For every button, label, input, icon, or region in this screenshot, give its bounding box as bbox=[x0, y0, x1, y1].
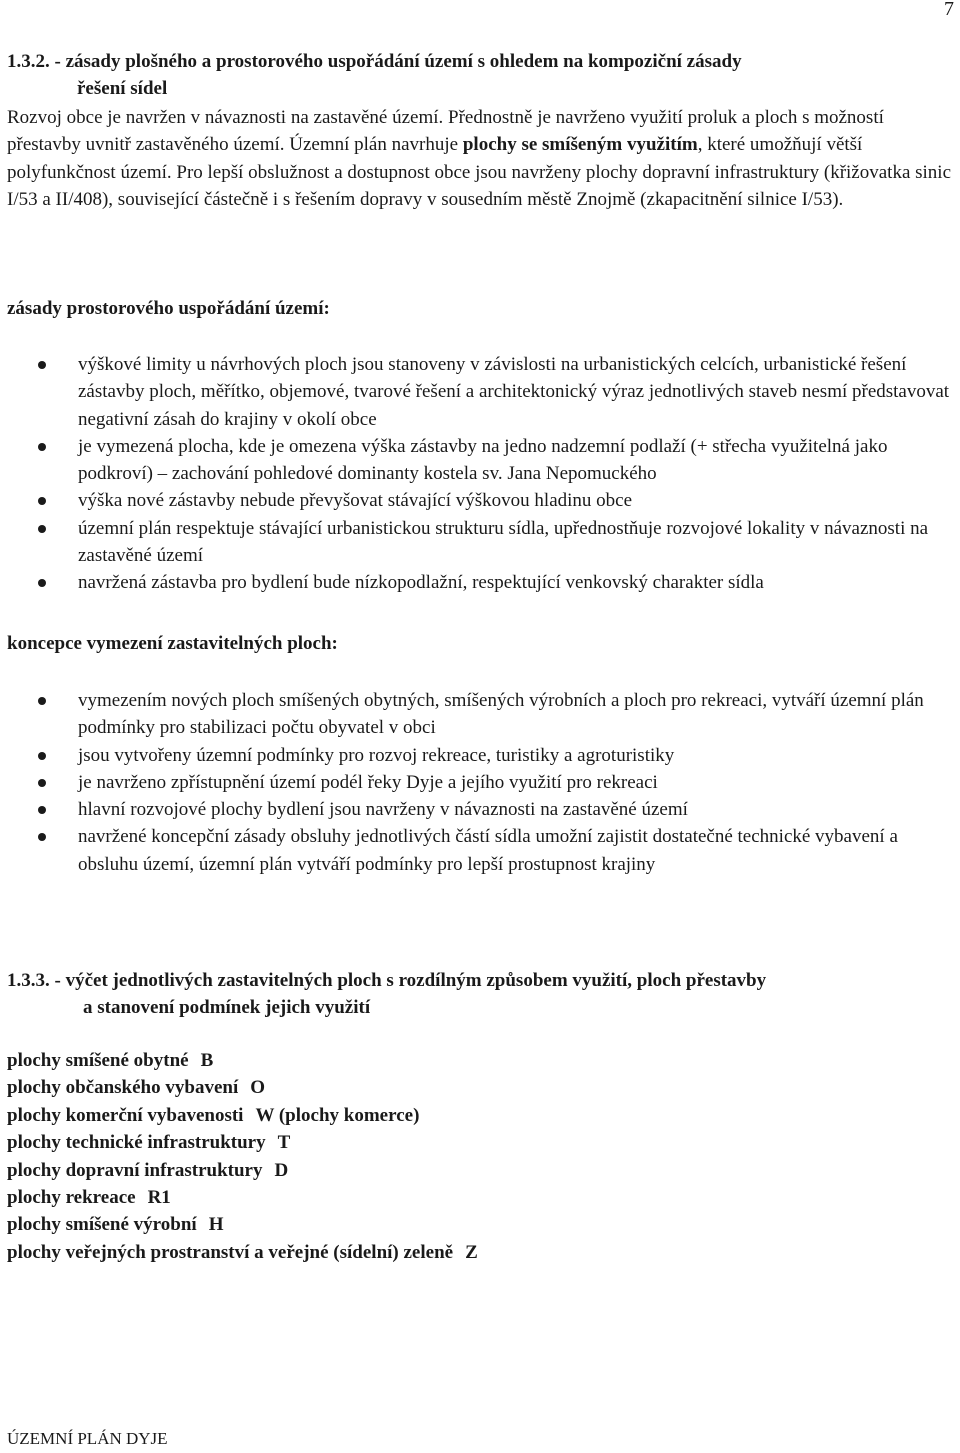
heading-line-1: 1.3.2. - zásady plošného a prostorového uspořádání území s ohledem na kompoziční zásady bbox=[7, 51, 742, 72]
area-code: D bbox=[274, 1159, 289, 1181]
area-code-row bbox=[7, 1184, 478, 1211]
list-item: jsou vytvořeny územní podmínky pro rozvoj rekreace, turistiky a agroturistiky bbox=[0, 742, 955, 769]
intro-text-2: , které umožňují větší polyfunkčnost území. Pro lepší obslužnost a dostupnost obce jsou navrženy plochy dopravní infrastruktury (křižovatka sinic I/53 a II/408), související částečně i s řešením dopravy v sousedním městě Znojmě (zkapacitnění silnice I/53). bbox=[7, 134, 952, 210]
list-item: je navrženo zpřístupnění území podél řeky Dyje a jejího využití pro rekreaci bbox=[0, 769, 955, 796]
area-code-row bbox=[7, 1129, 478, 1156]
area-label: plochy smíšené výrobní bbox=[7, 1214, 197, 1236]
area-code-row bbox=[7, 1102, 478, 1129]
intro-paragraph bbox=[7, 104, 955, 213]
section-heading-1-3-2 bbox=[7, 48, 742, 102]
area-label: plochy technické infrastruktury bbox=[7, 1132, 266, 1154]
spatial-principles-list bbox=[0, 351, 955, 597]
area-code-row bbox=[7, 1211, 478, 1238]
intro-bold-text: plochy se smíšeným využitím bbox=[462, 134, 698, 156]
list-item: je vymezená plocha, kde je omezena výška zástavby na jedno nadzemní podlaží (+ střecha využitelná jako podkroví) – zachování pohledové dominanty kostela sv. Jana Nepomuckého bbox=[0, 433, 955, 488]
area-label: plochy smíšené obytné bbox=[7, 1050, 189, 1071]
area-codes-list bbox=[7, 1047, 478, 1266]
intro-text-1: Rozvoj obce je navržen v návaznosti na zastavěné území. Přednostně je navrženo využití proluk a ploch s možností přestavby uvnitř zastavěného území. Územní plán navrhuje bbox=[7, 107, 884, 156]
area-label: plochy dopravní infrastruktury bbox=[7, 1159, 263, 1181]
list-item: vymezením nových ploch smíšených obytných, smíšených výrobních a ploch pro rekreaci, vytváří územní plán podmínky pro stabilizaci počtu obyvatel v obci bbox=[0, 687, 955, 742]
buildable-areas-concept-list bbox=[0, 687, 955, 878]
heading-line-2: a stanovení podmínek jejich využití bbox=[83, 997, 371, 1018]
document-footer: ÚZEMNÍ PLÁN DYJE bbox=[7, 1429, 168, 1448]
area-code: T bbox=[277, 1132, 291, 1154]
heading-line-1: 1.3.3. - výčet jednotlivých zastavitelných ploch s rozdílným způsobem využití, ploch přestavby bbox=[7, 970, 767, 991]
list-item: navržené koncepční zásady obsluhy jednotlivých částí sídla umožní zajistit dostatečné technické vybavení a obsluhu území, územní plán vytváří podmínky pro lepší prostupnost krajiny bbox=[0, 823, 955, 878]
area-code: R1 bbox=[147, 1187, 171, 1209]
area-label: plochy rekreace bbox=[7, 1187, 136, 1209]
area-label: plochy veřejných prostranství a veřejné (sídelní) zeleně bbox=[7, 1241, 454, 1263]
list-item: výškové limity u návrhových ploch jsou stanoveny v závislosti na urbanistických celcích, urbanistické řešení zástavby ploch, měřítko, objemové, tvarové řešení a architektonický výraz jednotlivých staveb nesmí představovat negativní zásah do krajiny v okolí obce bbox=[0, 351, 955, 433]
area-code: H bbox=[208, 1214, 224, 1236]
spatial-principles-title: zásady prostorového uspořádání území: bbox=[7, 298, 330, 319]
heading-line-2: řešení sídel bbox=[77, 78, 168, 99]
area-label: plochy komerční vybavenosti bbox=[7, 1104, 244, 1126]
area-code-row bbox=[7, 1239, 478, 1266]
list-item: výška nové zástavby nebude převyšovat stávající výškovou hladinu obce bbox=[0, 487, 955, 514]
area-code-row bbox=[7, 1157, 478, 1184]
list-item: hlavní rozvojové plochy bydlení jsou navrženy v návaznosti na zastavěné území bbox=[0, 796, 955, 823]
section-heading-1-3-3 bbox=[7, 967, 766, 1021]
area-code-row bbox=[7, 1074, 478, 1101]
buildable-areas-concept-title: koncepce vymezení zastavitelných ploch: bbox=[7, 633, 338, 654]
area-label: plochy občanského vybavení bbox=[7, 1077, 239, 1099]
list-item: navržená zástavba pro bydlení bude nízkopodlažní, respektující venkovský charakter sídla bbox=[0, 569, 955, 596]
area-code: Z bbox=[465, 1241, 478, 1263]
area-code: B bbox=[200, 1050, 214, 1071]
list-item: územní plán respektuje stávající urbanistickou strukturu sídla, upřednostňuje rozvojové lokality v návaznosti na zastavěné území bbox=[0, 515, 955, 570]
area-code-row bbox=[7, 1047, 478, 1074]
area-code: W (plochy komerce) bbox=[255, 1104, 420, 1126]
page-number: 7 bbox=[944, 0, 954, 20]
area-code: O bbox=[250, 1077, 266, 1099]
